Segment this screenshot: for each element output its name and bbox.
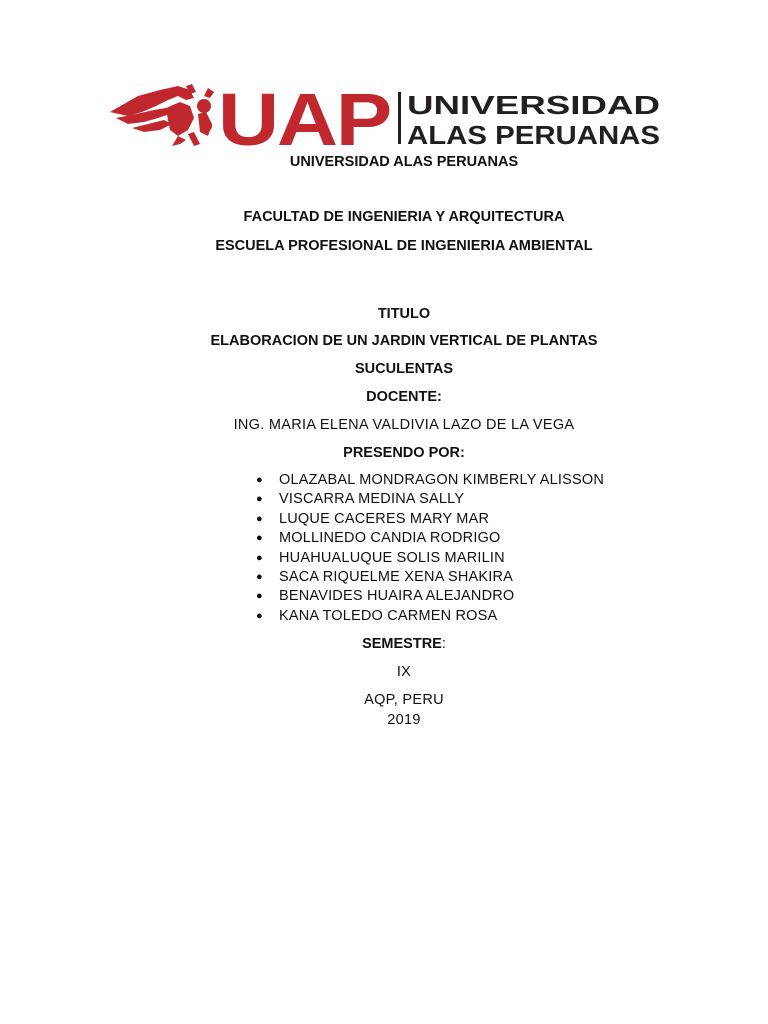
uap-logo-graphic <box>108 84 660 150</box>
year: 2019 <box>387 712 421 728</box>
university-name: UNIVERSIDAD ALAS PERUANAS <box>289 154 519 170</box>
school-name: ESCUELA PROFESIONAL DE INGENIERIA AMBIENTAL <box>215 238 593 254</box>
logo-name-line1: UNIVERSIDAD <box>407 90 660 120</box>
title-line-1: ELABORACION DE UN JARDIN VERTICAL DE PLANTAS <box>210 333 598 349</box>
presented-by-label: PRESENDO POR: <box>343 445 465 461</box>
list-item <box>253 607 604 626</box>
bullet-icon: ● <box>256 474 263 486</box>
bullet-icon: ● <box>256 532 263 545</box>
bullet-icon: ● <box>256 512 263 525</box>
uap-letters: UAP <box>218 84 390 150</box>
logo-name-line2: ALAS PERUANAS <box>407 120 660 150</box>
student-name: HUAHUALUQUE SOLIS MARILIN <box>279 549 505 566</box>
bullet-icon: ● <box>256 493 263 506</box>
semester-heading <box>0 635 768 653</box>
bullet-icon: ● <box>256 551 263 564</box>
bullet-icon: ● <box>256 609 263 622</box>
condor-emblem-icon <box>110 84 214 146</box>
location: AQP, PERU <box>364 692 444 708</box>
student-name: VISCARRA MEDINA SALLY <box>279 491 465 508</box>
bullet-icon: ● <box>256 590 263 603</box>
teacher-label: DOCENTE: <box>366 389 442 405</box>
semester-value: IX <box>396 664 412 680</box>
student-name: BENAVIDES HUAIRA ALEJANDRO <box>279 588 515 605</box>
semester-label: SEMESTRE <box>362 636 442 652</box>
bullet-icon: ● <box>256 570 263 583</box>
faculty-name: FACULTAD DE INGENIERIA Y ARQUITECTURA <box>243 209 565 225</box>
university-logo <box>108 84 660 150</box>
student-name: MOLLINEDO CANDIA RODRIGO <box>279 530 501 547</box>
list-item <box>253 471 604 490</box>
list-item <box>253 510 604 529</box>
list-item <box>253 529 604 548</box>
student-list <box>253 471 604 626</box>
student-name: OLAZABAL MONDRAGON KIMBERLY ALISSON <box>279 472 605 488</box>
student-name: LUQUE CACERES MARY MAR <box>279 510 490 527</box>
list-item <box>253 587 604 606</box>
teacher-name: ING. MARIA ELENA VALDIVIA LAZO DE LA VEGA <box>233 417 575 433</box>
student-name: KANA TOLEDO CARMEN ROSA <box>279 607 498 624</box>
list-item <box>253 568 604 587</box>
semester-colon: : <box>441 636 446 652</box>
title-label: TITULO <box>377 306 431 322</box>
list-item <box>253 549 604 568</box>
title-line-2: SUCULENTAS <box>354 361 453 377</box>
student-name: SACA RIQUELME XENA SHAKIRA <box>279 568 514 585</box>
list-item <box>253 490 604 509</box>
logo-divider <box>398 92 401 144</box>
